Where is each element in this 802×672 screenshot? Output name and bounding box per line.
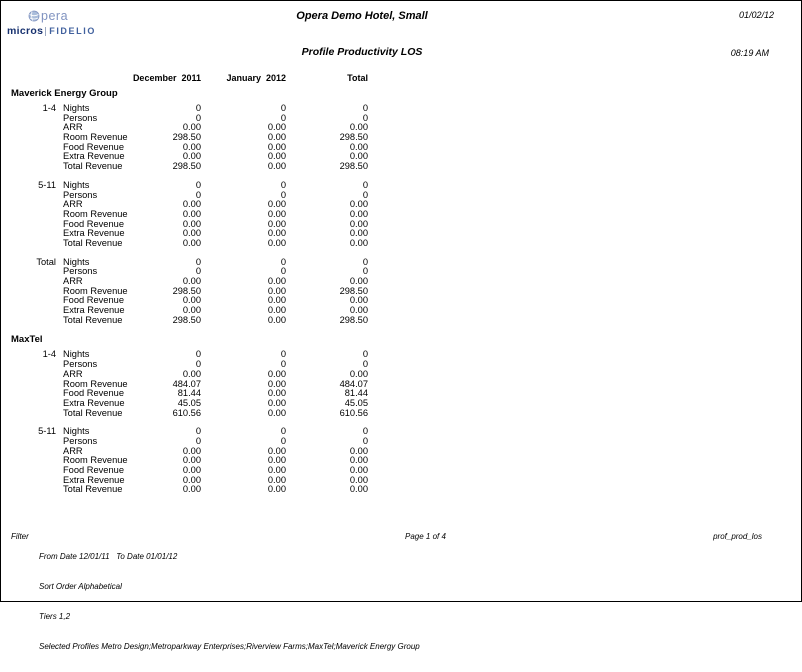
stat-label: Food Revenue xyxy=(63,141,124,152)
stat-value: 0.00 xyxy=(182,445,201,456)
stat-value: 0.00 xyxy=(267,388,286,399)
stat-value: 0 xyxy=(362,349,368,360)
tier-label: 1-4 xyxy=(42,103,56,113)
tier-label: 5-11 xyxy=(38,426,56,437)
column-header-month-1: December 2011 xyxy=(132,73,201,83)
micros-logo-text: micros xyxy=(7,25,44,37)
table-row xyxy=(1,360,801,370)
stat-label: ARR xyxy=(63,445,83,456)
stat-value: 0.00 xyxy=(267,132,286,143)
stat-value: 610.56 xyxy=(172,407,201,418)
table-row xyxy=(1,437,801,447)
stat-value: 0 xyxy=(280,359,286,370)
stat-label: Nights xyxy=(63,103,90,113)
stat-label: Room Revenue xyxy=(63,132,128,143)
los-block xyxy=(1,350,801,418)
los-block xyxy=(1,181,801,249)
stat-label: Total Revenue xyxy=(63,314,123,325)
stat-label: Persons xyxy=(63,112,98,123)
micros-fidelio-logo xyxy=(7,25,96,37)
stat-value: 0 xyxy=(362,103,368,113)
stat-value: 0 xyxy=(195,435,201,446)
stat-value: 484.07 xyxy=(172,378,201,389)
stat-value: 0.00 xyxy=(267,378,286,389)
stat-label: Extra Revenue xyxy=(63,474,125,485)
tier-label: 5-11 xyxy=(38,179,56,190)
stat-label: Room Revenue xyxy=(63,378,128,389)
filter-dates: From Date 12/01/11 To Date 01/01/12 xyxy=(39,552,178,561)
logo-divider xyxy=(45,27,46,36)
table-row xyxy=(1,239,801,249)
stat-label: Extra Revenue xyxy=(63,228,125,239)
stat-value: 0.00 xyxy=(349,199,368,210)
stat-value: 0.00 xyxy=(182,474,201,485)
opera-logo-text: pera xyxy=(41,9,69,23)
page-number: Page 1 of 4 xyxy=(405,532,446,541)
stat-value: 0.00 xyxy=(182,368,201,379)
stat-value: 0.00 xyxy=(349,484,368,495)
stat-value: 0.00 xyxy=(182,151,201,162)
stat-value: 0.00 xyxy=(267,199,286,210)
stat-label: ARR xyxy=(63,122,83,133)
stat-value: 0.00 xyxy=(349,474,368,485)
stat-value: 0.00 xyxy=(349,305,368,316)
stat-value: 0.00 xyxy=(349,276,368,286)
stat-value: 0.00 xyxy=(349,141,368,152)
stat-value: 0 xyxy=(362,256,368,267)
stat-value: 0.00 xyxy=(267,305,286,316)
stat-value: 0.00 xyxy=(349,228,368,239)
stat-value: 298.50 xyxy=(339,285,368,296)
stat-value: 0.00 xyxy=(182,455,201,466)
stat-label: ARR xyxy=(63,199,83,210)
stat-value: 0 xyxy=(280,349,286,360)
stat-value: 0 xyxy=(195,266,201,277)
table-row xyxy=(1,181,801,191)
stat-value: 0 xyxy=(362,112,368,123)
table-row xyxy=(1,267,801,277)
stat-label: ARR xyxy=(63,276,83,286)
stat-value: 298.50 xyxy=(172,161,201,172)
stat-label: Nights xyxy=(63,256,90,267)
stat-label: Nights xyxy=(63,349,90,360)
stat-value: 0 xyxy=(280,256,286,267)
stat-value: 0 xyxy=(362,179,368,190)
stat-value: 0.00 xyxy=(267,218,286,229)
stat-value: 0.00 xyxy=(182,237,201,248)
stat-label: Total Revenue xyxy=(63,407,123,418)
table-row xyxy=(1,104,801,114)
stat-label: Nights xyxy=(63,179,90,190)
stat-value: 0 xyxy=(280,266,286,277)
stat-value: 0 xyxy=(280,112,286,123)
group-name: Maverick Energy Group xyxy=(11,88,118,99)
stat-value: 45.05 xyxy=(344,397,368,408)
stat-value: 45.05 xyxy=(177,397,201,408)
los-block xyxy=(1,258,801,326)
stat-value: 0.00 xyxy=(267,314,286,325)
stat-value: 0 xyxy=(362,359,368,370)
stat-value: 0 xyxy=(362,189,368,200)
table-row xyxy=(1,162,801,172)
stat-label: Total Revenue xyxy=(63,161,123,172)
stat-value: 0 xyxy=(280,435,286,446)
stat-value: 81.44 xyxy=(344,388,368,399)
table-row xyxy=(1,485,801,495)
stat-label: Total Revenue xyxy=(63,237,123,248)
fidelio-logo-text: FIDELIO xyxy=(49,26,96,36)
stat-value: 0.00 xyxy=(267,276,286,286)
table-row xyxy=(1,316,801,326)
report-code: prof_prod_los xyxy=(713,532,762,541)
table-row xyxy=(1,427,801,437)
profile-group xyxy=(1,88,801,325)
stat-value: 0 xyxy=(280,426,286,437)
stat-value: 81.44 xyxy=(177,388,201,399)
stat-value: 0 xyxy=(195,179,201,190)
stat-value: 484.07 xyxy=(339,378,368,389)
stat-label: Extra Revenue xyxy=(63,397,125,408)
stat-value: 0.00 xyxy=(349,368,368,379)
column-header-total: Total xyxy=(347,73,368,83)
stat-value: 0.00 xyxy=(182,484,201,495)
los-block xyxy=(1,427,801,495)
table-row xyxy=(1,409,801,419)
tier-label: Total xyxy=(36,256,56,267)
stat-label: Room Revenue xyxy=(63,208,128,219)
table-row xyxy=(1,114,801,124)
filter-details xyxy=(39,532,420,672)
stat-value: 0 xyxy=(280,179,286,190)
filter-label: Filter xyxy=(11,532,29,541)
filter-tiers: Tiers 1,2 xyxy=(39,612,71,621)
stat-value: 0.00 xyxy=(349,465,368,475)
stat-value: 0.00 xyxy=(349,455,368,466)
stat-value: 298.50 xyxy=(339,314,368,325)
stat-label: Room Revenue xyxy=(63,455,128,466)
stat-value: 0.00 xyxy=(267,141,286,152)
stat-label: Food Revenue xyxy=(63,295,124,306)
stat-value: 0.00 xyxy=(182,199,201,210)
stat-value: 0.00 xyxy=(349,151,368,162)
tier-label: 1-4 xyxy=(42,349,56,360)
stat-value: 0.00 xyxy=(182,465,201,475)
stat-value: 298.50 xyxy=(172,285,201,296)
filter-selected-profiles: Selected Profiles Metro Design;Metroparkway Enterprises;Riverview Farms;MaxTel;Maverick Energy Group xyxy=(39,642,420,651)
stat-value: 0.00 xyxy=(267,161,286,172)
stat-value: 0 xyxy=(362,266,368,277)
stat-value: 0.00 xyxy=(267,407,286,418)
stat-value: 0 xyxy=(195,103,201,113)
stat-value: 298.50 xyxy=(172,132,201,143)
stat-value: 610.56 xyxy=(339,407,368,418)
stat-value: 0.00 xyxy=(267,397,286,408)
group-name: MaxTel xyxy=(11,334,43,346)
report-date: 01/02/12 xyxy=(738,10,774,20)
column-headers xyxy=(1,73,801,83)
stat-value: 0.00 xyxy=(267,484,286,495)
stat-value: 0.00 xyxy=(349,208,368,219)
stat-value: 0.00 xyxy=(182,208,201,219)
hotel-title: Opera Demo Hotel, Small xyxy=(296,10,428,22)
stat-value: 0 xyxy=(195,359,201,370)
column-header-month-2: January 2012 xyxy=(226,73,286,83)
table-row xyxy=(1,258,801,268)
stat-label: Persons xyxy=(63,266,98,277)
stat-label: Food Revenue xyxy=(63,388,124,399)
table-row xyxy=(1,350,801,360)
stat-value: 0.00 xyxy=(349,218,368,229)
stat-label: Extra Revenue xyxy=(63,305,125,316)
stat-value: 298.50 xyxy=(172,314,201,325)
stat-value: 0.00 xyxy=(267,122,286,133)
stat-value: 0.00 xyxy=(349,295,368,306)
stat-value: 0.00 xyxy=(267,228,286,239)
stat-label: Persons xyxy=(63,189,98,200)
stat-value: 0 xyxy=(195,426,201,437)
report-title: Profile Productivity LOS xyxy=(301,46,423,58)
stat-value: 0.00 xyxy=(182,228,201,239)
stat-label: Persons xyxy=(63,435,98,446)
stat-label: Room Revenue xyxy=(63,285,128,296)
stat-value: 0 xyxy=(195,256,201,267)
stat-value: 0.00 xyxy=(267,368,286,379)
report-time: 08:19 AM xyxy=(730,48,769,58)
stat-label: Food Revenue xyxy=(63,465,124,475)
stat-label: Nights xyxy=(63,426,90,437)
stat-value: 298.50 xyxy=(339,161,368,172)
stat-label: Food Revenue xyxy=(63,218,124,229)
stat-label: Extra Revenue xyxy=(63,151,125,162)
los-block xyxy=(1,104,801,172)
stat-value: 0.00 xyxy=(267,445,286,456)
stat-value: 0.00 xyxy=(267,151,286,162)
stat-value: 0 xyxy=(280,103,286,113)
stat-value: 0.00 xyxy=(349,445,368,456)
stat-value: 0.00 xyxy=(267,455,286,466)
stat-value: 0.00 xyxy=(267,285,286,296)
stat-value: 298.50 xyxy=(339,132,368,143)
stat-value: 0.00 xyxy=(267,474,286,485)
stat-value: 0 xyxy=(195,189,201,200)
report-table xyxy=(1,73,801,504)
stat-value: 0 xyxy=(362,426,368,437)
stat-value: 0.00 xyxy=(182,218,201,229)
stat-value: 0.00 xyxy=(182,122,201,133)
stat-label: Total Revenue xyxy=(63,484,123,495)
stat-label: ARR xyxy=(63,368,83,379)
stat-value: 0.00 xyxy=(267,295,286,306)
stat-value: 0.00 xyxy=(349,122,368,133)
stat-value: 0.00 xyxy=(267,465,286,475)
report-table-body xyxy=(1,88,801,495)
stat-value: 0.00 xyxy=(267,208,286,219)
stat-value: 0.00 xyxy=(182,305,201,316)
stat-value: 0 xyxy=(195,349,201,360)
table-row xyxy=(1,191,801,201)
stat-value: 0 xyxy=(195,112,201,123)
stat-value: 0.00 xyxy=(267,237,286,248)
stat-value: 0.00 xyxy=(182,276,201,286)
filter-sort-order: Sort Order Alphabetical xyxy=(39,582,122,591)
stat-value: 0.00 xyxy=(182,141,201,152)
stat-value: 0 xyxy=(362,435,368,446)
profile-group xyxy=(1,334,801,495)
stat-value: 0 xyxy=(280,189,286,200)
stat-value: 0.00 xyxy=(182,295,201,306)
stat-label: Persons xyxy=(63,359,98,370)
stat-value: 0.00 xyxy=(349,237,368,248)
